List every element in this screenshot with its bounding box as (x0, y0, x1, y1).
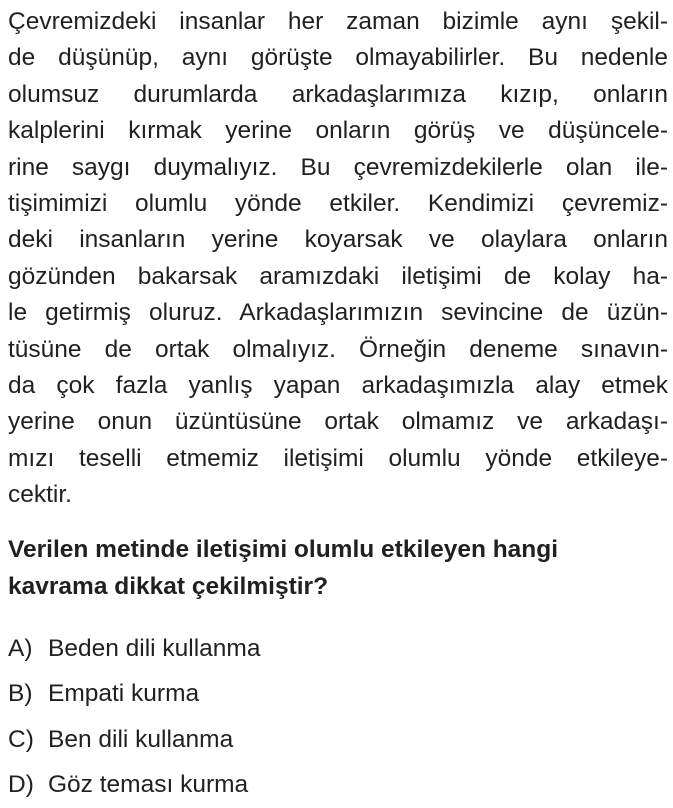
passage-line: tişimimizi olumlu yönde etkiler. Kendimizi çevremiz- (8, 186, 668, 222)
question-line: Verilen metinde iletişimi olumlu etkileyen hangi (8, 532, 668, 569)
passage-line: olumsuz durumlarda arkadaşlarımıza kızıp, onların (8, 77, 668, 113)
option-letter: A) (8, 635, 48, 663)
answer-options (8, 626, 668, 808)
option-a[interactable] (8, 626, 668, 672)
passage-line: gözünden bakarsak aramızdaki iletişimi de kolay ha- (8, 259, 668, 295)
passage-line: kalplerini kırmak yerine onların görüş ve düşüncele- (8, 113, 668, 149)
option-b[interactable] (8, 672, 668, 718)
passage-text (8, 4, 668, 513)
passage-line: tüsüne de ortak olmalıyız. Örneğin deneme sınavın- (8, 332, 668, 368)
passage-line: yerine onun üzüntüsüne ortak olmamız ve arkadaşı- (8, 404, 668, 440)
passage-line: deki insanların yerine koyarsak ve olaylara onların (8, 222, 668, 258)
question-stem (8, 532, 668, 605)
passage-line: cektir. (8, 477, 668, 513)
passage-line: rine saygı duymalıyız. Bu çevremizdekilerle olan ile- (8, 150, 668, 186)
option-d[interactable] (8, 763, 668, 808)
passage-line: da çok fazla yanlış yapan arkadaşımızla alay etmek (8, 368, 668, 404)
option-text: Empati kurma (48, 680, 199, 708)
option-text: Göz teması kurma (48, 771, 248, 799)
passage-line: le getirmiş oluruz. Arkadaşlarımızın sevincine de üzün- (8, 295, 668, 331)
option-text: Ben dili kullanma (48, 726, 233, 754)
passage-line: de düşünüp, aynı görüşte olmayabilirler. Bu nedenle (8, 40, 668, 76)
option-letter: C) (8, 726, 48, 754)
passage-line: mızı teselli etmemiz iletişimi olumlu yönde etkileye- (8, 441, 668, 477)
question-line: kavrama dikkat çekilmiştir? (8, 569, 668, 606)
option-c[interactable] (8, 717, 668, 763)
option-letter: B) (8, 680, 48, 708)
passage-line: Çevremizdeki insanlar her zaman bizimle aynı şekil- (8, 4, 668, 40)
option-text: Beden dili kullanma (48, 635, 260, 663)
option-letter: D) (8, 771, 48, 799)
